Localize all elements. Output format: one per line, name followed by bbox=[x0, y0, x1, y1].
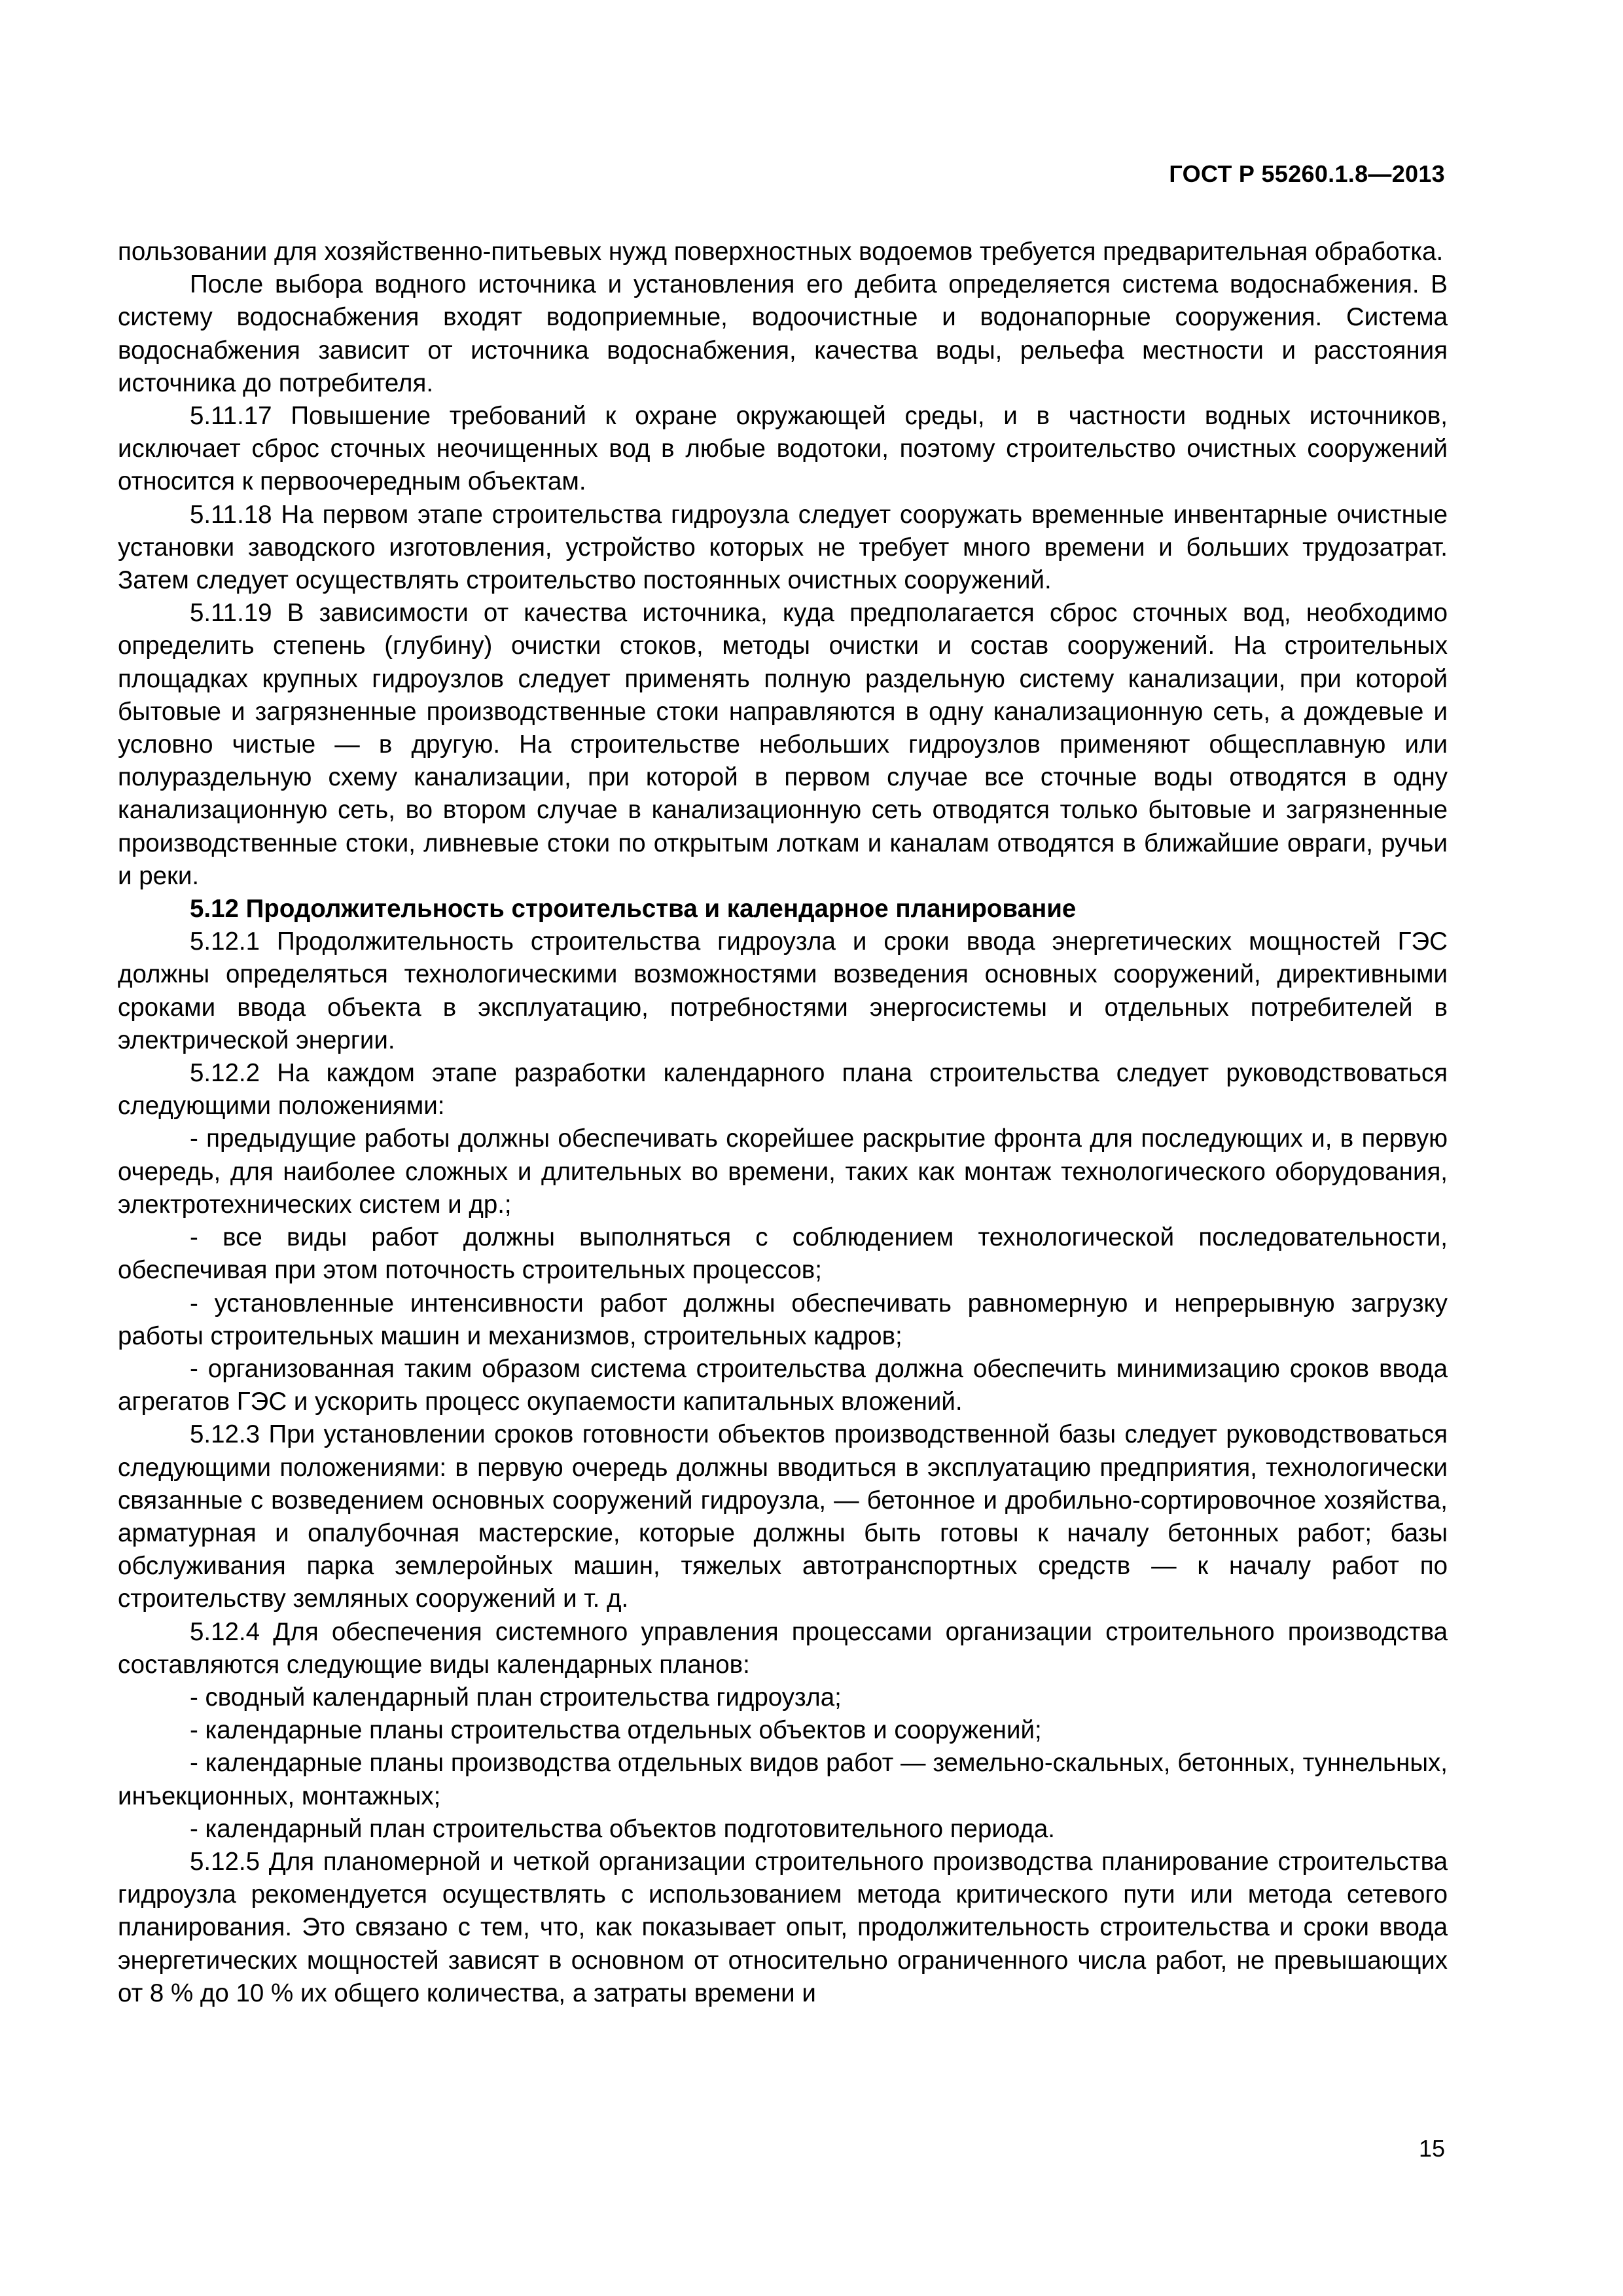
list-item: - сводный календарный план строительства гидроузла; bbox=[190, 1683, 842, 1712]
list-item: - организованная таким образом система строительства должна обеспечить минимизацию сроков ввода агрегатов ГЭС и ускорить процесс окупаемости капитальных вложений. bbox=[118, 1354, 1448, 1416]
paragraph: 5.11.18 На первом этапе строительства гидроузла следует сооружать временные инвентарные очистные установки заводского изготовления, устройство которых не требует много времени и больших трудозатрат. Затем следует осуществлять строительство постоянных очистных сооружений. bbox=[118, 500, 1448, 595]
paragraph: 5.12.5 Для планомерной и четкой организации строительного производства планирование строительства гидроузла рекомендуется осуществлять с использованием метода критического пути или метода сетевого планирования. Это связано с тем, что, как показывает опыт, продолжительность строительства и сроки ввода энергетических мощностей зависят в основном от относительно ограниченного числа работ, не превышающих от 8 % до 10 % их общего количества, а затраты времени и bbox=[118, 1847, 1448, 2007]
section-heading: 5.12 Продолжительность строительства и календарное планирование bbox=[190, 895, 1077, 924]
paragraph: 5.12.2 На каждом этапе разработки календарного плана строительства следует руководствоваться следующими положениями: bbox=[118, 1059, 1448, 1121]
list-item: - календарный план строительства объектов подготовительного периода. bbox=[190, 1814, 1056, 1843]
document-body bbox=[118, 236, 1448, 2010]
paragraph: 5.11.17 Повышение требований к охране окружающей среды, и в частности водных источников, исключает сброс сточных неочищенных вод в любые водотоки, поэтому строительство очистных сооружений относится к первоочередным объектам. bbox=[118, 402, 1448, 496]
list-item: - установленные интенсивности работ должны обеспечивать равномерную и непрерывную загрузку работы строительных машин и механизмов, строительных кадров; bbox=[118, 1289, 1448, 1350]
document-header: ГОСТ Р 55260.1.8—2013 bbox=[1169, 160, 1445, 187]
paragraph: 5.11.19 В зависимости от качества источника, куда предполагается сброс сточных вод, необходимо определить степень (глубину) очистки стоков, методы очистки и состав сооружений. На строительных площадках крупных гидроузлов следует применять полную раздельную систему канализации, при которой бытовые и загрязненные производственные стоки направляются в одну канализационную сеть, а дождевые и условно чистые — в другую. На строительстве небольших гидроузлов применяют общесплавную или полураздельную схему канализации, при которой в первом случае все сточные воды отводятся в одну канализационную сеть, во втором случае в канализационную сеть отводятся только бытовые и загрязненные производственные стоки, ливневые стоки по открытым лоткам и каналам отводятся в ближайшие овраги, ручьи и реки. bbox=[118, 599, 1448, 890]
list-item: - все виды работ должны выполняться с соблюдением технологической последовательности, обеспечивая при этом поточность строительных процессов; bbox=[118, 1223, 1448, 1285]
list-item: - предыдущие работы должны обеспечивать скорейшее раскрытие фронта для последующих и, в первую очередь, для наиболее сложных и длительных во времени, таких как монтаж технологического оборудования, электротехнических систем и др.; bbox=[118, 1124, 1448, 1219]
list-item: - календарные планы строительства отдельных объектов и сооружений; bbox=[190, 1716, 1042, 1745]
paragraph: 5.12.3 При установлении сроков готовности объектов производственной базы следует руководствоваться следующими положениями: в первую очередь должны вводиться в эксплуатацию предприятия, технологически связанные с возведением основных сооружений гидроузла, — бетонное и дробильно-сортировочное хозяйства, арматурная и опалубочная мастерские, которые должны быть готовы к началу бетонных работ; базы обслуживания парка землеройных машин, тяжелых автотранспортных средств — к началу работ по строительству земляных сооружений и т. д. bbox=[118, 1420, 1448, 1613]
paragraph: 5.12.1 Продолжительность строительства гидроузла и сроки ввода энергетических мощностей ГЭС должны определяться технологическими возможностями возведения основных сооружений, директивными сроками ввода объекта в эксплуатацию, потребностями энергосистемы и отдельных потребителей в электрической энергии. bbox=[118, 927, 1448, 1054]
paragraph: После выбора водного источника и установления его дебита определяется система водоснабжения. В систему водоснабжения входят водоприемные, водоочистные и водонапорные сооружения. Система водоснабжения зависит от источника водоснабжения, качества воды, рельефа местности и расстояния источника до потребителя. bbox=[118, 270, 1448, 397]
paragraph: 5.12.4 Для обеспечения системного управления процессами организации строительного производства составляются следующие виды календарных планов: bbox=[118, 1617, 1448, 1679]
list-item: - календарные планы производства отдельных видов работ — земельно-скальных, бетонных, туннельных, инъекционных, монтажных; bbox=[118, 1749, 1448, 1810]
page-number: 15 bbox=[1418, 2135, 1445, 2162]
paragraph: пользовании для хозяйственно-питьевых нужд поверхностных водоемов требуется предварительная обработка. bbox=[118, 238, 1444, 266]
